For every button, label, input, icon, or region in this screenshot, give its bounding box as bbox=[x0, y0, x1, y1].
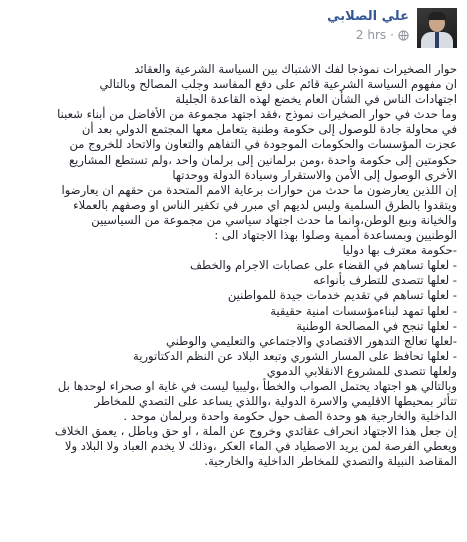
avatar-hair bbox=[428, 12, 446, 20]
author-name[interactable]: علي الصلابي bbox=[327, 9, 409, 24]
post-line: - لعلها تمهد لبناءمؤسسات امنية حقيقية bbox=[270, 303, 457, 318]
post-line: - لعلها تحافظ على المسار الشوري وتبعد البلاد عن النظم الدكتاتورية bbox=[133, 348, 457, 363]
post-line: الداخلية والخارجية هو وحدة الصف حول حكومة واحدة وبرلمان موحد . bbox=[123, 409, 457, 424]
post-line: ولعلها تتصدى للمشروع الانقلابي الدموي bbox=[266, 363, 457, 378]
post-line: -حكومة معترف بها دوليا bbox=[342, 243, 457, 258]
post-line: ويعطي الفرصة لمن يريد الاصطياد في الماء العكر ،وذلك لا يخدم العباد ولا البلاد ولا bbox=[64, 439, 457, 454]
post-body bbox=[10, 62, 457, 470]
post-header bbox=[10, 8, 457, 58]
author-avatar[interactable] bbox=[417, 8, 457, 48]
post-line: وبالتالي هو اجتهاد يحتمل الصواب والخطأ ،وليبيا ليست في غاية او صحراء لوحدها بل bbox=[57, 378, 457, 393]
post-line: -لعلها تعالج التدهور الاقتصادي والاجتماعي والتعليمي والوطني bbox=[165, 333, 457, 348]
globe-icon[interactable] bbox=[398, 30, 409, 41]
separator-dot: · bbox=[390, 28, 394, 42]
post-line: حوار الصخيرات نموذجا لفك الاشتباك بين السياسة الشرعية والعقائد bbox=[134, 62, 457, 76]
post-line: عجزت المؤسسات والحكومات الموجودة في التفاهم والتعاون والاتحاد للخروج من bbox=[69, 137, 457, 152]
avatar-tie bbox=[435, 32, 439, 48]
post-line: اجتهادات الناس في الشأن العام يخضع لهذه القاعدة الجليلة bbox=[175, 92, 457, 107]
post-line: إن اللذين يعارضون ما حدث من حوارات برعاية الامم المتحدة من حقهم ان يعارضوا bbox=[61, 182, 457, 197]
post-line: - لعلها تتصدى للتطرف بأنواعه bbox=[313, 273, 457, 288]
post-line: والخيانة وبيع الوطن،وانما ما حدث اجتهاد سياسي من مجموعة من السياسيين bbox=[91, 212, 457, 227]
post-line: وما حدث في حوار الصخيرات نموذج ،فقد اجتهد مجموعة من الأفاضل من أبناء شعبنا bbox=[57, 107, 457, 122]
post-line: ان مفهوم السياسة الشرعية قائم على دفع المفاسد وجلب المصالح وبالتالي bbox=[99, 77, 457, 92]
post-line: ويتقدوا بالطرق السلمية وليس لديهم اي مبرر في تكفير الناس او وصفهم بالعملاء bbox=[73, 197, 457, 212]
post-line: الوطنيين وبمساعدة أممية وصلوا بهذا الاجتهاد الى : bbox=[214, 228, 457, 243]
post-line: - لعلها تساهم في تقديم خدمات جيدة للمواطنين bbox=[227, 288, 457, 303]
post-line: في محاولة جادة للوصول إلى حكومة وطنية يتعامل معها المجتمع الدولي بعد أن bbox=[81, 122, 457, 137]
post-meta bbox=[327, 8, 409, 42]
post-timestamp[interactable]: 2 hrs bbox=[355, 28, 387, 42]
post-line: المقاصد النبيلة والتصدي للمخاطر الداخلية والخارجية. bbox=[204, 454, 457, 469]
post-line: الأخرى الوصول إلى الأمن والاستقرار وسيادة الدولة ووحدتها bbox=[172, 167, 457, 182]
timestamp-row bbox=[356, 28, 409, 42]
post-line: إن جعل هذا الاجتهاد انحراف عقائدي وخروج عن الملة ، او حق وباطل ، يعمق الخلاف bbox=[54, 424, 457, 439]
post-line: - لعلها تساهم في القضاء على عصابات الاجرام والخطف bbox=[189, 258, 457, 273]
post-line: تتأثر بمحيطها الاقليمي والاسرة الدولية ،واللذي يساعد على التصدي للمخاطر bbox=[94, 394, 457, 409]
post-line: - لعلها تنجح في المصالحة الوطنية bbox=[296, 318, 457, 333]
post-line: حكومتين إلى حكومة واحدة ،ومن برلمانين إلى برلمان واحد ،ولم تستطع المشاريع bbox=[68, 152, 457, 167]
